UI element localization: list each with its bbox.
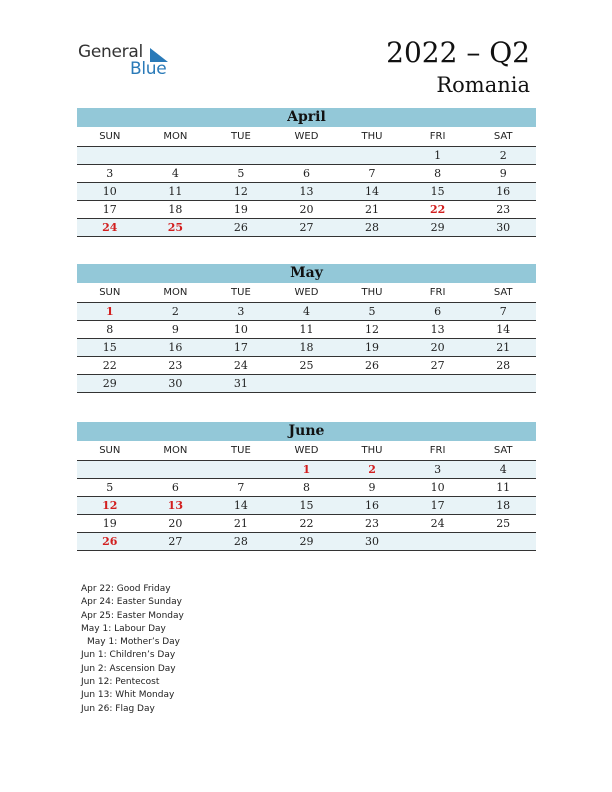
day-cell: 3 <box>77 165 143 183</box>
empty-day-cell <box>339 147 405 165</box>
weekday-header-row <box>77 127 536 147</box>
holiday-notes <box>81 583 184 716</box>
weekday-header: WED <box>274 127 340 147</box>
week-row <box>77 339 536 357</box>
day-cell: 29 <box>405 219 471 237</box>
day-cell: 9 <box>339 479 405 497</box>
empty-day-cell <box>77 147 143 165</box>
country-label: Romania <box>436 73 530 97</box>
logo-general-text: General <box>78 42 143 62</box>
month-name: May <box>77 264 536 283</box>
empty-day-cell <box>339 375 405 393</box>
day-cell: 7 <box>208 479 274 497</box>
day-cell: 24 <box>405 515 471 533</box>
weekday-header-row <box>77 283 536 303</box>
day-cell: 11 <box>274 321 340 339</box>
day-cell: 11 <box>143 183 209 201</box>
day-cell: 25 <box>470 515 536 533</box>
week-row <box>77 515 536 533</box>
day-cell: 5 <box>339 303 405 321</box>
calendar-grid <box>77 441 536 551</box>
day-cell: 18 <box>274 339 340 357</box>
empty-day-cell <box>143 461 209 479</box>
weekday-header: MON <box>143 441 209 461</box>
holiday-note: Apr 22: Good Friday <box>81 584 171 594</box>
day-cell: 20 <box>143 515 209 533</box>
weekday-header: SUN <box>77 441 143 461</box>
day-cell: 2 <box>143 303 209 321</box>
week-row <box>77 219 536 237</box>
day-cell: 23 <box>339 515 405 533</box>
day-cell: 10 <box>77 183 143 201</box>
weekday-header: FRI <box>405 441 471 461</box>
holiday-note: Jun 12: Pentecost <box>81 677 160 688</box>
week-row <box>77 479 536 497</box>
day-cell: 7 <box>470 303 536 321</box>
weekday-header: TUE <box>208 441 274 461</box>
month-name: April <box>77 108 536 127</box>
day-cell: 6 <box>405 303 471 321</box>
day-cell: 29 <box>274 533 340 551</box>
day-cell: 14 <box>208 497 274 515</box>
holiday-note: Jun 1: Children’s Day <box>81 650 176 661</box>
empty-day-cell <box>405 375 471 393</box>
empty-day-cell <box>274 375 340 393</box>
holiday-note: Jun 2: Ascension Day <box>81 663 176 674</box>
day-cell: 8 <box>274 479 340 497</box>
day-cell: 4 <box>470 461 536 479</box>
day-cell: 26 <box>339 357 405 375</box>
day-cell: 18 <box>470 497 536 515</box>
day-cell: 1 <box>77 303 143 321</box>
weekday-header: THU <box>339 283 405 303</box>
day-cell: 13 <box>143 497 209 515</box>
day-cell: 14 <box>339 183 405 201</box>
day-cell: 17 <box>77 201 143 219</box>
day-cell: 8 <box>77 321 143 339</box>
holiday-note: May 1: Labour Day <box>81 623 166 634</box>
week-row <box>77 165 536 183</box>
day-cell: 12 <box>208 183 274 201</box>
day-cell: 29 <box>77 375 143 393</box>
day-cell: 16 <box>470 183 536 201</box>
week-row <box>77 201 536 219</box>
day-cell: 27 <box>274 219 340 237</box>
day-cell: 10 <box>405 479 471 497</box>
holiday-note: Apr 24: Easter Sunday <box>81 597 182 608</box>
day-cell: 31 <box>208 375 274 393</box>
day-cell: 20 <box>405 339 471 357</box>
day-cell: 30 <box>339 533 405 551</box>
month-name: June <box>77 422 536 441</box>
day-cell: 12 <box>77 497 143 515</box>
holiday-note: Jun 26: Flag Day <box>81 703 155 714</box>
day-cell: 2 <box>339 461 405 479</box>
day-cell: 1 <box>274 461 340 479</box>
day-cell: 19 <box>339 339 405 357</box>
day-cell: 28 <box>470 357 536 375</box>
day-cell: 4 <box>274 303 340 321</box>
day-cell: 1 <box>405 147 471 165</box>
weekday-header: WED <box>274 283 340 303</box>
holiday-note: Jun 13: Whit Monday <box>81 690 175 701</box>
weekday-header: FRI <box>405 283 471 303</box>
day-cell: 16 <box>339 497 405 515</box>
calendar-grid <box>77 283 536 393</box>
day-cell: 10 <box>208 321 274 339</box>
day-cell: 6 <box>143 479 209 497</box>
month-april <box>77 108 536 237</box>
day-cell: 21 <box>208 515 274 533</box>
logo-blue-text: Blue <box>130 59 167 79</box>
day-cell: 7 <box>339 165 405 183</box>
day-cell: 30 <box>470 219 536 237</box>
day-cell: 15 <box>405 183 471 201</box>
day-cell: 3 <box>405 461 471 479</box>
weekday-header: TUE <box>208 127 274 147</box>
day-cell: 3 <box>208 303 274 321</box>
day-cell: 25 <box>143 219 209 237</box>
day-cell: 8 <box>405 165 471 183</box>
weekday-header: MON <box>143 283 209 303</box>
day-cell: 21 <box>339 201 405 219</box>
weekday-header: THU <box>339 127 405 147</box>
day-cell: 27 <box>143 533 209 551</box>
day-cell: 17 <box>405 497 471 515</box>
empty-day-cell <box>143 147 209 165</box>
week-row <box>77 461 536 479</box>
weekday-header: THU <box>339 441 405 461</box>
day-cell: 24 <box>77 219 143 237</box>
month-may <box>77 264 536 393</box>
day-cell: 21 <box>470 339 536 357</box>
day-cell: 9 <box>143 321 209 339</box>
empty-day-cell <box>470 375 536 393</box>
holiday-note: Apr 25: Easter Monday <box>81 610 184 621</box>
weekday-header: SAT <box>470 127 536 147</box>
day-cell: 14 <box>470 321 536 339</box>
day-cell: 28 <box>339 219 405 237</box>
day-cell: 9 <box>470 165 536 183</box>
day-cell: 22 <box>77 357 143 375</box>
day-cell: 17 <box>208 339 274 357</box>
day-cell: 4 <box>143 165 209 183</box>
holiday-note: May 1: Mother’s Day <box>87 637 181 648</box>
day-cell: 26 <box>208 219 274 237</box>
weekday-header: WED <box>274 441 340 461</box>
weekday-header: SAT <box>470 283 536 303</box>
day-cell: 12 <box>339 321 405 339</box>
day-cell: 5 <box>77 479 143 497</box>
day-cell: 30 <box>143 375 209 393</box>
day-cell: 25 <box>274 357 340 375</box>
day-cell: 22 <box>405 201 471 219</box>
day-cell: 5 <box>208 165 274 183</box>
day-cell: 20 <box>274 201 340 219</box>
day-cell: 19 <box>208 201 274 219</box>
week-row <box>77 357 536 375</box>
day-cell: 2 <box>470 147 536 165</box>
week-row <box>77 183 536 201</box>
day-cell: 19 <box>77 515 143 533</box>
day-cell: 23 <box>143 357 209 375</box>
weekday-header: FRI <box>405 127 471 147</box>
page-title: 2022 – Q2 <box>386 36 530 69</box>
weekday-header: SAT <box>470 441 536 461</box>
weekday-header-row <box>77 441 536 461</box>
calendar-grid <box>77 127 536 237</box>
empty-day-cell <box>470 533 536 551</box>
day-cell: 15 <box>274 497 340 515</box>
day-cell: 6 <box>274 165 340 183</box>
week-row <box>77 321 536 339</box>
day-cell: 13 <box>405 321 471 339</box>
empty-day-cell <box>77 461 143 479</box>
empty-day-cell <box>208 147 274 165</box>
day-cell: 27 <box>405 357 471 375</box>
day-cell: 15 <box>77 339 143 357</box>
day-cell: 23 <box>470 201 536 219</box>
week-row <box>77 497 536 515</box>
weekday-header: TUE <box>208 283 274 303</box>
day-cell: 26 <box>77 533 143 551</box>
day-cell: 18 <box>143 201 209 219</box>
logo <box>78 42 188 82</box>
day-cell: 24 <box>208 357 274 375</box>
day-cell: 11 <box>470 479 536 497</box>
empty-day-cell <box>208 461 274 479</box>
weekday-header: MON <box>143 127 209 147</box>
month-june <box>77 422 536 551</box>
week-row <box>77 147 536 165</box>
week-row <box>77 375 536 393</box>
empty-day-cell <box>274 147 340 165</box>
week-row <box>77 533 536 551</box>
week-row <box>77 303 536 321</box>
weekday-header: SUN <box>77 127 143 147</box>
day-cell: 22 <box>274 515 340 533</box>
day-cell: 28 <box>208 533 274 551</box>
empty-day-cell <box>405 533 471 551</box>
day-cell: 13 <box>274 183 340 201</box>
day-cell: 16 <box>143 339 209 357</box>
weekday-header: SUN <box>77 283 143 303</box>
